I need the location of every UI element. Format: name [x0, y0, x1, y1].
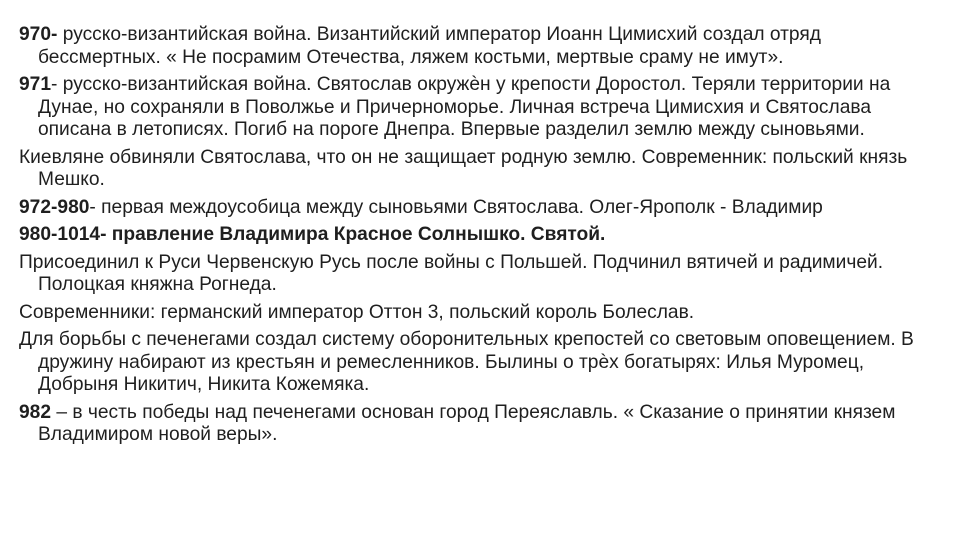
paragraph-971 [19, 74, 924, 142]
paragraph-text: – в честь победы над печенегами основан город Переяславль. « Сказание о принятии князем Владимиром новой веры». [38, 401, 896, 445]
paragraph-text: - русско-византийская война. Святослав окружѐн у крепости Доростол. Теряли территории на Дунае, но сохраняли в Поволжье и Причерноморье. Личная встреча Цимисхия и Святослава описана в летописях. Погиб на пороге Днепра. Впервые разделил землю между сыновьями. [38, 74, 891, 140]
paragraph-980-1014 [19, 224, 924, 247]
year-lead: 982 [19, 401, 52, 423]
paragraph-text: Для борьбы с печенегами создал систему оборонительных крепостей со световым оповещением. В дружину набирают из крестьян и ремесленников. Былины о трѐх богатырях: Илья Муромец, Добрыня Никитич, Никита Кожемяка. [19, 329, 914, 395]
paragraph-text: - первая междоусобица между сыновьями Святослава. Олег-Ярополк - Владимир [89, 196, 823, 218]
year-lead: 980-1014- правление Владимира Красное Солнышко. Святой. [19, 224, 606, 245]
paragraph-text: Современники: германский император Оттон 3, польский король Болеслав. [19, 301, 695, 323]
paragraph-text: русско-византийская война. Византийский император Иоанн Цимисхий создал отряд бессмертных. « Не посрамим Отечества, ляжем костьми, мертвые сраму не имут». [38, 24, 821, 68]
paragraph-972-980 [19, 197, 924, 220]
year-lead: 972-980 [19, 196, 90, 218]
paragraph-chervenskaya-rus [19, 252, 924, 297]
paragraph-contemporaries [19, 302, 924, 325]
paragraph-text: Киевляне обвиняли Святослава, что он не защищает родную землю. Современник: польский князь Мешко. [19, 146, 908, 190]
paragraph-text: Присоединил к Руси Червенскую Русь после войны с Польшей. Подчинил вятичей и радимичей. Полоцкая княжна Рогнеда. [19, 251, 884, 295]
year-lead: 970- [19, 24, 58, 45]
year-lead: 971 [19, 74, 52, 95]
paragraph-fortresses [19, 329, 924, 397]
paragraph-kievans [19, 147, 924, 192]
paragraph-970 [19, 24, 924, 69]
paragraph-982 [19, 402, 924, 447]
